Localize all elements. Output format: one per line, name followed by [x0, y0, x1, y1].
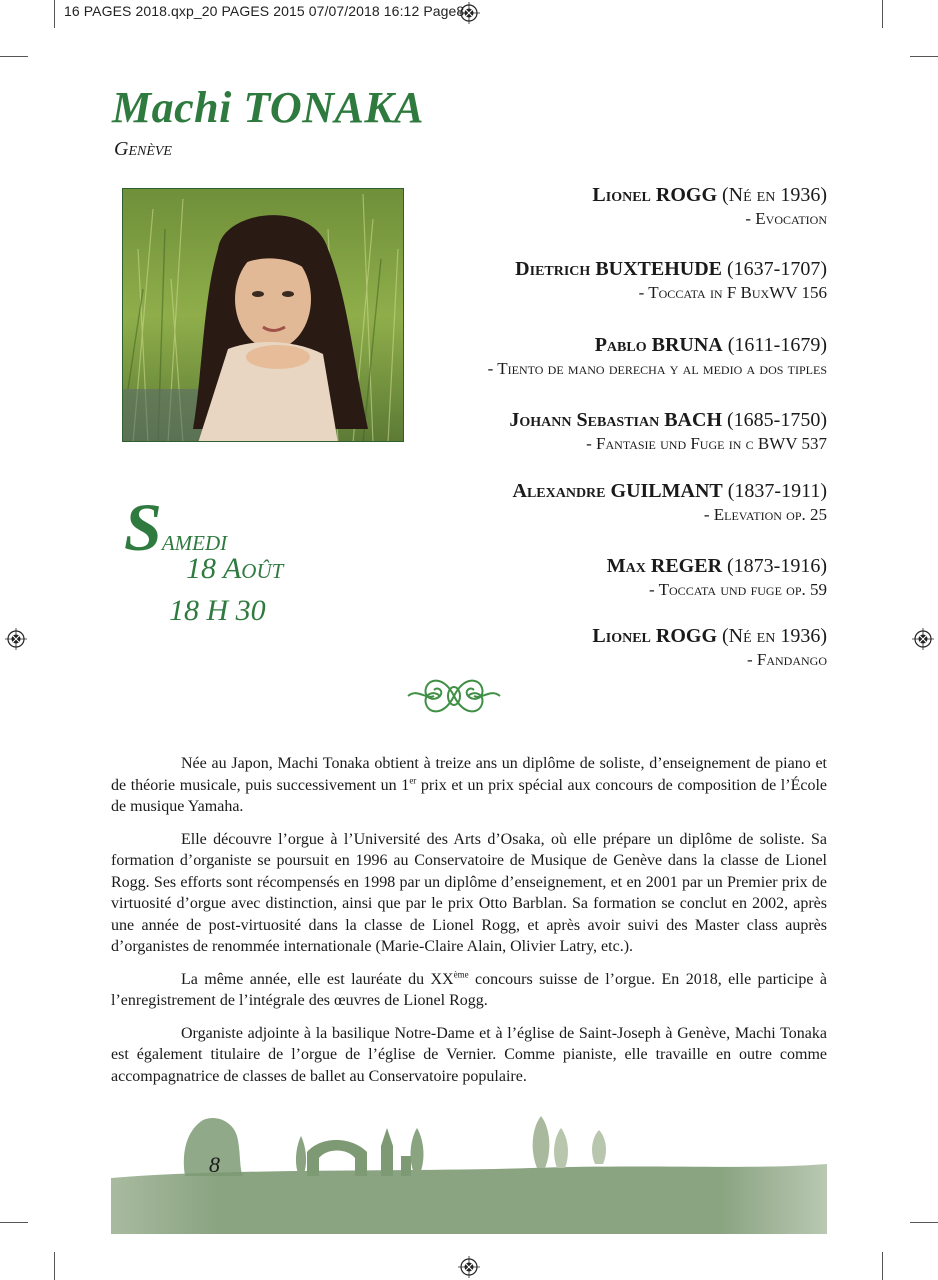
crop-mark [910, 1222, 938, 1223]
bio-paragraph: Elle découvre l’orgue à l’Université des Arts d’Osaka, où elle prépare un diplôme de soliste. Sa formation d’organiste se poursuit en 1996 au Conservatoire de Musique de Genève dans la classe de Lionel Rogg. Ses efforts sont récompensés en 1998 par un diplôme d’enseignement, et en 2001 par un Premier prix de virtuosité d’orgue avec distinction, ainsi que par le prix Otto Barblan. Sa formation se conclut en 2002, après une année de post-virtuosité dans la classe de Lionel Rogg, et après avoir suivi des Master class auprès d’organistes de renommée internationale (Marie-Claire Alain, Olivier Latry, etc.). [111, 830, 827, 955]
registration-mark-icon [458, 1256, 480, 1278]
concert-day: Samedi [124, 489, 228, 565]
print-slug: 16 PAGES 2018.qxp_20 PAGES 2015 07/07/2018 16:12 Page8 [64, 3, 465, 19]
bio-paragraph: La même année, elle est lauréate du XXème concours suisse de l’orgue. En 2018, elle participe à l’enregistrement de l’intégrale des œuvres de Lionel Rogg. [111, 969, 828, 1009]
performer-photo [122, 188, 404, 442]
concert-date-text: 18 Août [186, 552, 284, 585]
program-item: Alexandre GUILMANT (1837-1911) - Elevation op. 25 [512, 480, 827, 524]
crop-mark [0, 1222, 28, 1223]
performer-name: Machi TONAKA [112, 83, 425, 132]
program-item: Max REGER (1873-1916) - Toccata und fuge op. 59 [606, 555, 827, 599]
crop-mark [54, 0, 55, 28]
bio-paragraph: Organiste adjointe à la basilique Notre-Dame et à l’église de Saint-Joseph à Genève, Machi Tonaka est également titulaire de l’orgue de l’église de Vernier. Comme pianiste, elle travaille en outre comme accompagnatrice de classes de ballet au Conservatoire populaire. [111, 1024, 827, 1085]
biography [111, 753, 827, 1098]
crop-mark [882, 0, 883, 28]
program-item: Dietrich BUXTEHUDE (1637-1707) - Toccata in F BuxWV 156 [515, 258, 827, 302]
crop-mark [882, 1252, 883, 1280]
program-item: Johann Sebastian BACH (1685-1750) - Fantasie und Fuge in c BWV 537 [509, 409, 827, 453]
registration-mark-icon [5, 628, 27, 650]
registration-mark-icon [912, 628, 934, 650]
registration-mark-icon [458, 2, 480, 24]
performer-city: Genève [114, 138, 172, 160]
crop-mark [54, 1252, 55, 1280]
program-item: Pablo BRUNA (1611-1679) - Tiento de mano derecha y al medio a dos tiples [487, 334, 827, 378]
flourish-ornament-icon [404, 666, 504, 726]
bio-paragraph: Née au Japon, Machi Tonaka obtient à treize ans un diplôme de soliste, d’enseignement de piano et de théorie musicale, puis successivement un 1er prix et un prix spécial aux concours de composition de l’École de musique Yamaha. [111, 755, 827, 815]
page-number: 8 [209, 1152, 220, 1177]
crop-mark [0, 56, 28, 57]
program-item: Lionel ROGG (Né en 1936) - Fandango [592, 625, 827, 669]
concert-time: 18 H 30 [169, 594, 266, 627]
crop-mark [910, 56, 938, 57]
program-item: Lionel ROGG (Né en 1936) - Evocation [592, 184, 827, 228]
